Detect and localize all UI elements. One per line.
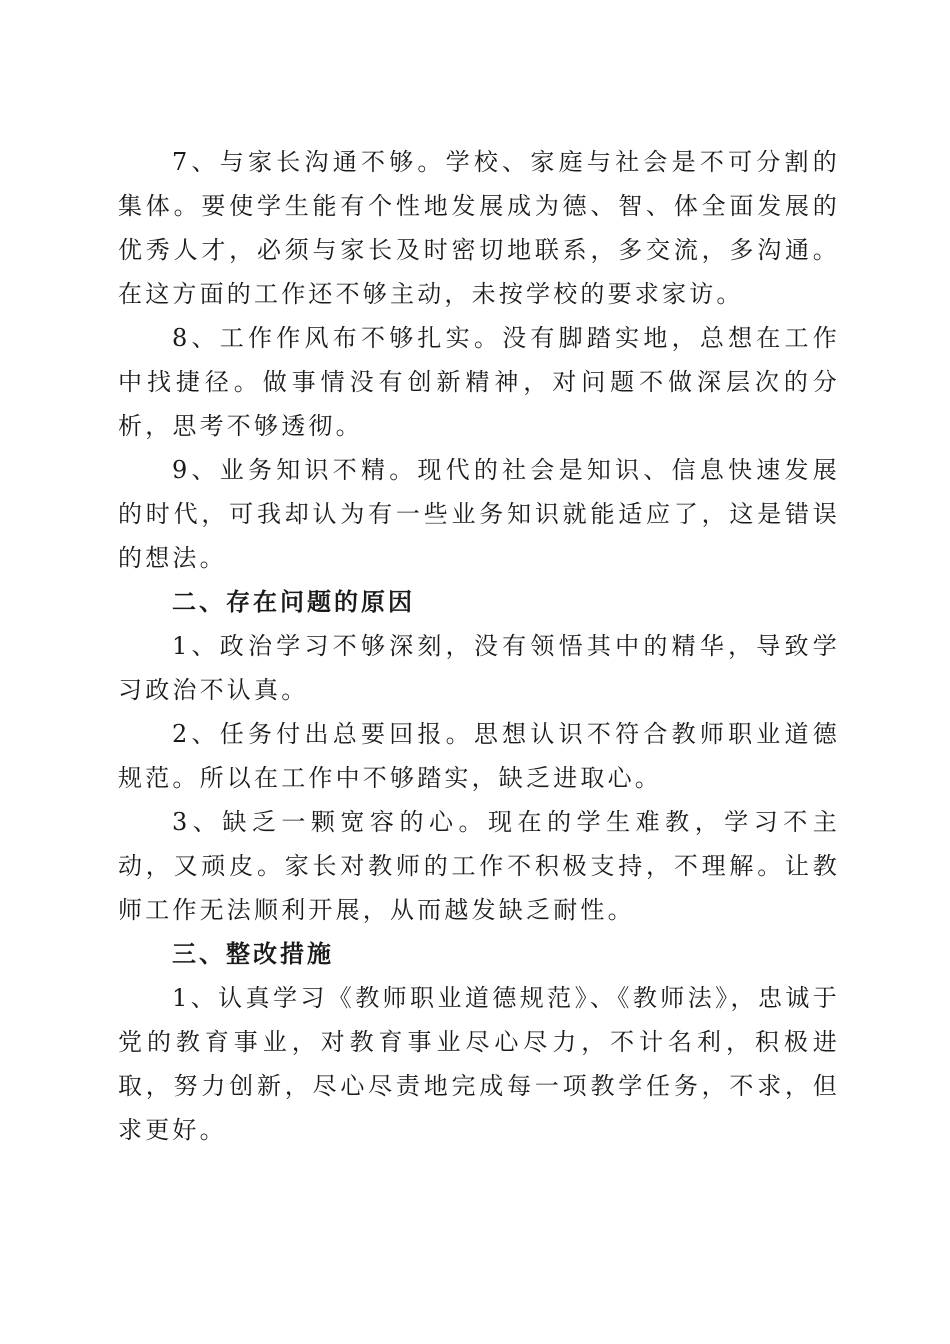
paragraph-cause-2: 2、任务付出总要回报。思想认识不符合教师职业道德规范。所以在工作中不够踏实，缺乏进取心。 bbox=[118, 720, 840, 792]
section-heading-causes: 二、存在问题的原因 bbox=[172, 588, 415, 616]
paragraph-cause-3: 3、缺乏一颗宽容的心。现在的学生难教，学习不主动，又顽皮。家长对教师的工作不积极支持，不理解。让教师工作无法顺利开展，从而越发缺乏耐性。 bbox=[118, 808, 840, 924]
paragraph-measure-1: 1、认真学习《教师职业道德规范》、《教师法》，忠诚于党的教育事业，对教育事业尽心尽力，不计名利，积极进取，努力创新，尽心尽责地完成每一项教学任务，不求，但求更好。 bbox=[118, 984, 840, 1144]
document-body bbox=[118, 140, 840, 1152]
paragraph-cause-1: 1、政治学习不够深刻，没有领悟其中的精华，导致学习政治不认真。 bbox=[118, 632, 840, 704]
paragraph-item-7: 7、与家长沟通不够。学校、家庭与社会是不可分割的集体。要使学生能有个性地发展成为德、智、体全面发展的优秀人才，必须与家长及时密切地联系，多交流，多沟通。在这方面的工作还不够主动，未按学校的要求家访。 bbox=[118, 148, 840, 308]
paragraph-item-9: 9、业务知识不精。现代的社会是知识、信息快速发展的时代，可我却认为有一些业务知识就能适应了，这是错误的想法。 bbox=[118, 456, 840, 572]
paragraph-item-8: 8、工作作风布不够扎实。没有脚踏实地，总想在工作中找捷径。做事情没有创新精神，对问题不做深层次的分析，思考不够透彻。 bbox=[118, 324, 840, 440]
section-heading-measures: 三、整改措施 bbox=[172, 940, 334, 968]
